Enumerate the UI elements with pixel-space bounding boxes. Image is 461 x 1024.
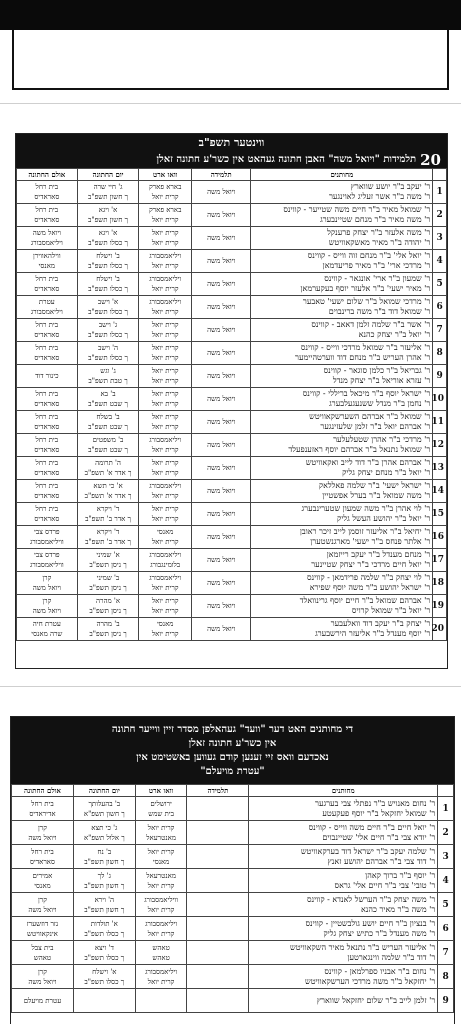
- parents-cell: ר' ישראל יוסף ב"ר מיכאל בריללי - קווינס ר' נחמן ב"ר מנדל ששנעגעלבערג: [251, 388, 433, 411]
- hall-cell: בית רחל סאראדיס: [17, 342, 78, 365]
- row-number: 14: [433, 480, 447, 503]
- clipping-1-table: [16, 168, 447, 641]
- student-cell: ויואל משה: [192, 273, 251, 296]
- location-cell: מאנסי קרית יואל: [139, 618, 192, 641]
- table-row: [17, 273, 447, 296]
- parents-cell: ר' זלמן לייב ב"ר שלום יחזקאל שווארץ: [249, 989, 438, 1013]
- newspaper-clipping-2: [10, 716, 455, 1024]
- parents-cell: ר' משה אלעזר ב"ר יצחק פרענקל ר' יהודה ב"ר מאיר מאשקאוויטש: [251, 227, 433, 250]
- student-cell: ויואל משה: [192, 388, 251, 411]
- table-row: [17, 204, 447, 227]
- location-cell: וויליאמסבורג קרית יואל: [135, 893, 187, 917]
- student-cell: ויואל משה: [192, 204, 251, 227]
- location-cell: מאנסי קרית יואל: [139, 526, 192, 549]
- hall-cell: בית רחל סאראדיס: [17, 480, 78, 503]
- parents-cell: ר' יואל אלי' ב"ר מנחם זוה ווייס - קווינס ר' מרדכי ארי' ב"ר מאיר פריעדמאן: [251, 250, 433, 273]
- hall-cell: בית רחל סאראדיס: [17, 434, 78, 457]
- date-cell: א' וישב ך כסלו תשפ"ב: [77, 296, 139, 319]
- row-number: 6: [438, 917, 454, 941]
- parents-cell: ר' שמעון ב"ר ארי' אונגאר - קווינס ר' מאיר ישעי' ב"ר אלעזר יוסף בעקערמאן: [251, 273, 433, 296]
- parents-cell: ר' יחיאל ב"ר אליעזר זוסמן לייב זיכר ראובן ר' אלתר פנחס ב"ר ישעי' מארגנשטערן: [251, 526, 433, 549]
- section-divider-1: [0, 103, 461, 104]
- parents-cell: ר' אברהם אהרן ב"ר דוד לייב ואקאוויטש ר' יואל ב"ר מנחם יצחק גליק: [251, 457, 433, 480]
- date-cell: ה' וישב ך כסלו תשפ"ב: [77, 342, 139, 365]
- location-cell: מאנטרעאל קרית יואל: [135, 869, 187, 893]
- parents-cell: ר' נחום מאנויש ב"ר נפתלי צבי בערגער ר' שמואל יחזקאל ב"ר יוסף פעקעטע: [249, 797, 438, 821]
- student-cell: ויואל משה: [192, 503, 251, 526]
- newspaper-clipping-1: [15, 133, 448, 669]
- location-cell: ויליאמסבורג קרית יואל: [139, 434, 192, 457]
- student-cell: [187, 869, 249, 893]
- table-row: [17, 388, 447, 411]
- hall-cell: עטרת ויליאמסבורג: [17, 296, 78, 319]
- student-cell: ויואל משה: [192, 227, 251, 250]
- location-cell: ויליאמסבורג קרית יואל: [139, 250, 192, 273]
- date-cell: ה' וירא ך חשון תשפ"ב: [73, 893, 135, 917]
- location-cell: ויליאמסבורג קרית יואל: [135, 965, 187, 989]
- parents-cell: ר' לוי אהרן ב"ר משה שמעון שטערינבערג ר' יואל ב"ר יהושע העשל גליק: [251, 503, 433, 526]
- student-cell: [187, 893, 249, 917]
- clipping-1-title: ווינטער תשפ"ב: [16, 134, 447, 151]
- date-cell: ב' בא ך שבט תשפ"ב: [77, 388, 139, 411]
- location-cell: ויליאמסבורג קרית יואל: [139, 572, 192, 595]
- student-cell: ויואל משה: [192, 250, 251, 273]
- date-cell: ב' וישלח ך כסלו תשפ"ב: [77, 273, 139, 296]
- table-row: [12, 821, 454, 845]
- hall-cell: ויואל משה ויליאמסבורג: [17, 227, 78, 250]
- table-row: [12, 893, 454, 917]
- parents-cell: ר' יעקב ב"ר יושע שווארץ ר' משה ב"ר אשר זעליג לאוינגער: [251, 181, 433, 204]
- table-row: [17, 411, 447, 434]
- date-cell: א' כי תשא ך אדר א' תשפ"ב: [77, 480, 139, 503]
- hall-cell: קרן ויואל משה: [17, 595, 78, 618]
- clipping-2-banner-line: נאכדעם וואס זיי זענען קודם געווען באשטימט אין: [136, 752, 329, 763]
- row-number: 3: [438, 845, 454, 869]
- table-row: [12, 917, 454, 941]
- table-row: [17, 480, 447, 503]
- hall-cell: כינור דוד: [17, 365, 78, 388]
- hall-cell: בית רחל סאראדיס: [17, 388, 78, 411]
- row-number: 9: [433, 365, 447, 388]
- student-cell: ויואל משה: [192, 342, 251, 365]
- table-row: [17, 342, 447, 365]
- hall-cell: קרן ויואל משה: [12, 821, 74, 845]
- table-row: [12, 845, 454, 869]
- top-empty-frame: [12, 30, 449, 90]
- location-cell: קרית יואל קרית יואל: [139, 342, 192, 365]
- row-number: 4: [438, 869, 454, 893]
- parents-cell: ר' יוסף ב"ר ברוך קאהן ר' טובי' צבי ב"ר חיים אלי' גראס: [249, 869, 438, 893]
- clipping-1-count: 20: [420, 150, 441, 169]
- table-row: [17, 526, 447, 549]
- hall-cell: בית רחל אדיראדיס: [12, 797, 74, 821]
- row-number: 15: [433, 503, 447, 526]
- row-number: 13: [433, 457, 447, 480]
- hall-cell: עטרת חיה שרה מאנסי: [17, 618, 78, 641]
- parents-cell: ר' שמואל ב"ר אברהם השערשקאוויטש ר' אברהם יואל ב"ר זלמן שלעזינגער: [251, 411, 433, 434]
- date-cell: ב' וישלח ך כסלו תשפ"ב: [77, 250, 139, 273]
- clipping-2-banner-line: אין כשר'ע חתונה זאלן: [188, 738, 277, 749]
- hall-cell: בית רחל סאראדיס: [17, 503, 78, 526]
- location-cell: ויליאמסבורג קרית יואל: [139, 273, 192, 296]
- col-header-hall: אולם החתונה: [17, 169, 78, 181]
- hall-cell: בית רחל סאראדיס: [17, 273, 78, 296]
- parents-cell: ר' אליעזר ב"ר שמואל מרדכי ווייס - קווינס ר' אהרן העריש ב"ר מנחם דוד ווערטהיימער: [251, 342, 433, 365]
- student-cell: [187, 845, 249, 869]
- location-cell: ויליאמסבורג קרית יואל: [135, 917, 187, 941]
- col-header-student: תלמידה: [192, 169, 251, 181]
- student-cell: ויואל משה: [192, 618, 251, 641]
- parents-cell: ר' לוי יצחק ב"ר שלמה פרידמאן - קווינס ר' ישראל יהושע ב"ר משה יוסף שפירא: [251, 572, 433, 595]
- location-cell: קרית יואל מאנסי: [135, 845, 187, 869]
- parents-cell: ר' אברהם שמואל ב"ר חיים יוסף גרינוואלד ר' יואל ב"ר שמואל קרויס: [251, 595, 433, 618]
- clipping-2-table: [11, 784, 454, 1013]
- table-row: [17, 457, 447, 480]
- row-number: 20: [433, 618, 447, 641]
- row-number: 19: [433, 595, 447, 618]
- row-number: 17: [433, 549, 447, 572]
- row-number: 9: [438, 989, 454, 1013]
- row-number: 5: [438, 893, 454, 917]
- student-cell: ויואל משה: [192, 549, 251, 572]
- row-number: 4: [433, 250, 447, 273]
- col-header-location: וואו ארט: [135, 785, 187, 797]
- table-row: [12, 941, 454, 965]
- date-cell: א' מהרה ך ניסן תשפ"ב: [77, 595, 139, 618]
- date-cell: ב' נח ך חשון תשפ"ב: [73, 845, 135, 869]
- row-number: 8: [438, 965, 454, 989]
- table-row: [17, 549, 447, 572]
- student-cell: [187, 821, 249, 845]
- row-number: 7: [433, 319, 447, 342]
- date-cell: ג' חיי שרה ך חשון תשפ"ב: [77, 181, 139, 204]
- student-cell: ויואל משה: [192, 480, 251, 503]
- clipping-2-banner-line: "עטרת מויעלם": [200, 766, 265, 777]
- hall-cell: בית רחל סאראדיס: [17, 204, 78, 227]
- table-row: [17, 434, 447, 457]
- location-cell: ויליאמסבורג קרית יואל: [139, 296, 192, 319]
- date-cell: ד' ויקרא ך אדר ב' תשפ"ב: [77, 526, 139, 549]
- location-cell: קרית יואל מאנטרעאל: [135, 821, 187, 845]
- col-header-student: תלמידה: [187, 785, 249, 797]
- col-header-parents: מחותנים: [249, 785, 438, 797]
- hall-cell: בית רחל סאראדיס: [12, 845, 74, 869]
- table-row: [17, 595, 447, 618]
- hall-cell: בית רחל סאראדיס: [17, 457, 78, 480]
- table-row: [12, 869, 454, 893]
- row-number: 2: [438, 821, 454, 845]
- location-cell: קרית יואל קרית יואל: [139, 595, 192, 618]
- student-cell: ויואל משה: [192, 572, 251, 595]
- table-row: [17, 503, 447, 526]
- table-row: [17, 365, 447, 388]
- student-cell: ויואל משה: [192, 457, 251, 480]
- date-cell: ב' בהעלותך ך חשון תשפ"א: [73, 797, 135, 821]
- parents-cell: ר' שלמה יעקב ב"ר ישראל דוד בערקאוויטש ר' דוד צבי ב"ר אברהם יהושע זאנץ: [249, 845, 438, 869]
- parents-cell: ר' יואל חיים ב"ר חיים משה ווייס - קווינס ר' יודא צבי ב"ר חיים אלי' שטיינבוים: [249, 821, 438, 845]
- row-number: 5: [433, 273, 447, 296]
- parents-cell: ר' מנחם מענדל ב"ר יעקב רייזמאן ר' יואל חיים מרדכי ב"ר יצחק שטיינער: [251, 549, 433, 572]
- location-cell: ירושלים בית שמש: [135, 797, 187, 821]
- hall-cell: ווילהאווירן מאנסי: [17, 250, 78, 273]
- student-cell: ויואל משה: [192, 411, 251, 434]
- parents-cell: ר' משה יצחק ב"ר הערשל לאנדא - קווינס ר' משה ב"ר מאיר כהנא: [249, 893, 438, 917]
- row-number: 18: [433, 572, 447, 595]
- parents-cell: ר' מרדכי ב"ר אהרן שטעלעלער ר' שמואל נתנאל ב"ר אברהם יוסף ראזענפעלד: [251, 434, 433, 457]
- col-header-parents: מחותנים: [251, 169, 433, 181]
- parents-cell: ר' בנציון ב"ר חיים יושע גולבשטיין - קווינס ר' משה מענדל ב"ר כתיש יצחק גליק: [249, 917, 438, 941]
- location-cell: ויליאמסבורג קרית יואל: [139, 480, 192, 503]
- table-row: [17, 250, 447, 273]
- date-cell: א' תולדות ך כסלו תשפ"ב: [73, 917, 135, 941]
- date-cell: ג' לך ך חשון תשפ"ב: [73, 869, 135, 893]
- parents-cell: ר' שמואל מאיר ב"ר חיים משה שטייער - קווינס ר' משה מאיר ב"ר מנחם שטיינבערג: [251, 204, 433, 227]
- row-number: 10: [433, 388, 447, 411]
- table-row: [17, 227, 447, 250]
- row-number: 11: [433, 411, 447, 434]
- row-number: 6: [433, 296, 447, 319]
- location-cell: קרית יואל קרית יואל: [139, 411, 192, 434]
- hall-cell: בית רחל סאראדיס: [17, 181, 78, 204]
- date-cell: ה' תרומה ך אדר א' תשפ"ב: [77, 457, 139, 480]
- date-cell: א' שמיני ך ניסן תשפ"ב: [77, 549, 139, 572]
- location-cell: קרית יואל קרית יואל: [139, 227, 192, 250]
- clipping-1-subtitle: תלמידות "ויואל משה" האבן חתונה געהאט אין כשר'ע חתונה זאלן: [156, 154, 417, 165]
- date-cell: ד' ויצא ך כסלו תשפ"ב: [73, 941, 135, 965]
- hall-cell: בית רחל סאראדיס: [17, 411, 78, 434]
- date-cell: א' ויגא ך חשון תשפ"ב: [77, 204, 139, 227]
- hall-cell: אמירים מאנסי: [12, 869, 74, 893]
- hall-cell: קרן ויואל משה: [12, 893, 74, 917]
- row-number: 3: [433, 227, 447, 250]
- clipping-2-banner-line: די מחותנים האט דער "וועד" געהאלפן מסדר זיין ווייער חתונה: [111, 724, 354, 735]
- hall-cell: קרן ויואל משה: [17, 572, 78, 595]
- col-header-date: יום החתונה: [77, 169, 139, 181]
- parents-cell: ר' יצחק ב"ר יעקב דוד וואלעבער ר' יוסף מענדל ב"ר אליעזר הירשבערג: [251, 618, 433, 641]
- location-cell: קרית יואל קרית יואל: [139, 388, 192, 411]
- student-cell: ויואל משה: [192, 434, 251, 457]
- student-cell: [187, 965, 249, 989]
- location-cell: בארא פארק קרית יואל: [139, 181, 192, 204]
- date-cell: ג' וישב ך כסלו תשפ"ב: [77, 319, 139, 342]
- clipping-1-header-bar: [16, 151, 447, 168]
- row-number: 1: [433, 181, 447, 204]
- table-row: [12, 965, 454, 989]
- row-number: 1: [438, 797, 454, 821]
- date-cell: ג' כי תצא ך אלול תשפ"א: [73, 821, 135, 845]
- row-number: 12: [433, 434, 447, 457]
- parents-cell: ר' נחום ב"ר אבניו ספרלמאן - קווינס ר' יחזקאל ב"ר משה מרדכי הערשקאוויטש: [249, 965, 438, 989]
- student-cell: ויואל משה: [192, 595, 251, 618]
- top-black-bar: [0, 0, 461, 30]
- table-row: [17, 319, 447, 342]
- student-cell: [187, 941, 249, 965]
- date-cell: ג' וגש ך טבת תשפ"ב: [77, 365, 139, 388]
- date-cell: ב' בשלח ך שבט תשפ"ב: [77, 411, 139, 434]
- hall-cell: קרן ויואל משה: [12, 965, 74, 989]
- date-cell: [73, 989, 135, 1013]
- student-cell: [187, 797, 249, 821]
- location-cell: טאהש טאהש: [135, 941, 187, 965]
- location-cell: קרית יואל קרית יואל: [139, 457, 192, 480]
- col-header-location: וואו ארט: [139, 169, 192, 181]
- hall-cell: פרדס צבי וויליאמסבורג: [17, 526, 78, 549]
- hall-cell: נזר דוזשערז אינקאוויטש: [12, 917, 74, 941]
- table-row: [12, 989, 454, 1013]
- student-cell: ויואל משה: [192, 365, 251, 388]
- clipping-2-banner: [11, 717, 454, 784]
- table-row: [17, 296, 447, 319]
- student-cell: ויואל משה: [192, 526, 251, 549]
- location-cell: קרית יואל קרית יואל: [139, 365, 192, 388]
- location-cell: קרית יואל קרית יואל: [139, 319, 192, 342]
- table-row: [17, 181, 447, 204]
- parents-cell: ר' גבריאל ב"ר כלמן סוגאר - קווינס ר' עזרא אוריאל ב"ר יצחק מנדל: [251, 365, 433, 388]
- student-cell: ויואל משה: [192, 296, 251, 319]
- parents-cell: ר' ישראל ישעי' ב"ר שלמה פאללאק ר' משה שמואל ב"ר בערל אפשטיין: [251, 480, 433, 503]
- date-cell: ד' ויקרא ך אדר ב' תשפ"ב: [77, 503, 139, 526]
- date-cell: ב' משפטים ך שבט תשפ"ב: [77, 434, 139, 457]
- hall-cell: בית צבל טאהש: [12, 941, 74, 965]
- row-number: 2: [433, 204, 447, 227]
- col-header-hall: אולם החתונה: [12, 785, 74, 797]
- row-number: 16: [433, 526, 447, 549]
- table-row: [17, 618, 447, 641]
- parents-cell: ר' אשר ב"ר שלמה זלמן דאאב - קווינס ר' יואל ב"ר יצחק כהנא: [251, 319, 433, 342]
- location-cell: קרית יואל קרית יואל: [139, 503, 192, 526]
- hall-cell: עטרת מויעלם: [12, 989, 74, 1013]
- date-cell: א' ויגא ך כסלו תשפ"ב: [77, 227, 139, 250]
- row-number: 7: [438, 941, 454, 965]
- parents-cell: ר' מרדכי שמואל ב"ר שלום ישעי' טאבער ר' שמואל דוד ב"ר משה ברינבוים: [251, 296, 433, 319]
- location-cell: בארא פארק קרית יואל: [139, 204, 192, 227]
- table-row: [17, 572, 447, 595]
- location-cell: [135, 989, 187, 1013]
- student-cell: [187, 989, 249, 1013]
- col-header-date: יום החתונה: [73, 785, 135, 797]
- hall-cell: בית רחל סאראדיס: [17, 319, 78, 342]
- section-divider-2: [0, 686, 461, 687]
- student-cell: ויואל משה: [192, 181, 251, 204]
- table-row: [12, 797, 454, 821]
- location-cell: ויליאמסבורג בלומינגבורג: [139, 549, 192, 572]
- student-cell: [187, 917, 249, 941]
- row-number: 8: [433, 342, 447, 365]
- date-cell: ב' מהרה ך ניסן תשפ"ב: [77, 618, 139, 641]
- parents-cell: ר' אליעזר העריש ב"ר נתנאל מאיר השקאוויטש ר' דוד ב"ר שלמה ווינגארטען: [249, 941, 438, 965]
- hall-cell: פרדס צבי וויליאמסבורג: [17, 549, 78, 572]
- student-cell: ויואל משה: [192, 319, 251, 342]
- date-cell: א' וישלח ך כסלו תשפ"ב: [73, 965, 135, 989]
- date-cell: ב' שמיני ך ניסן תשפ"ב: [77, 572, 139, 595]
